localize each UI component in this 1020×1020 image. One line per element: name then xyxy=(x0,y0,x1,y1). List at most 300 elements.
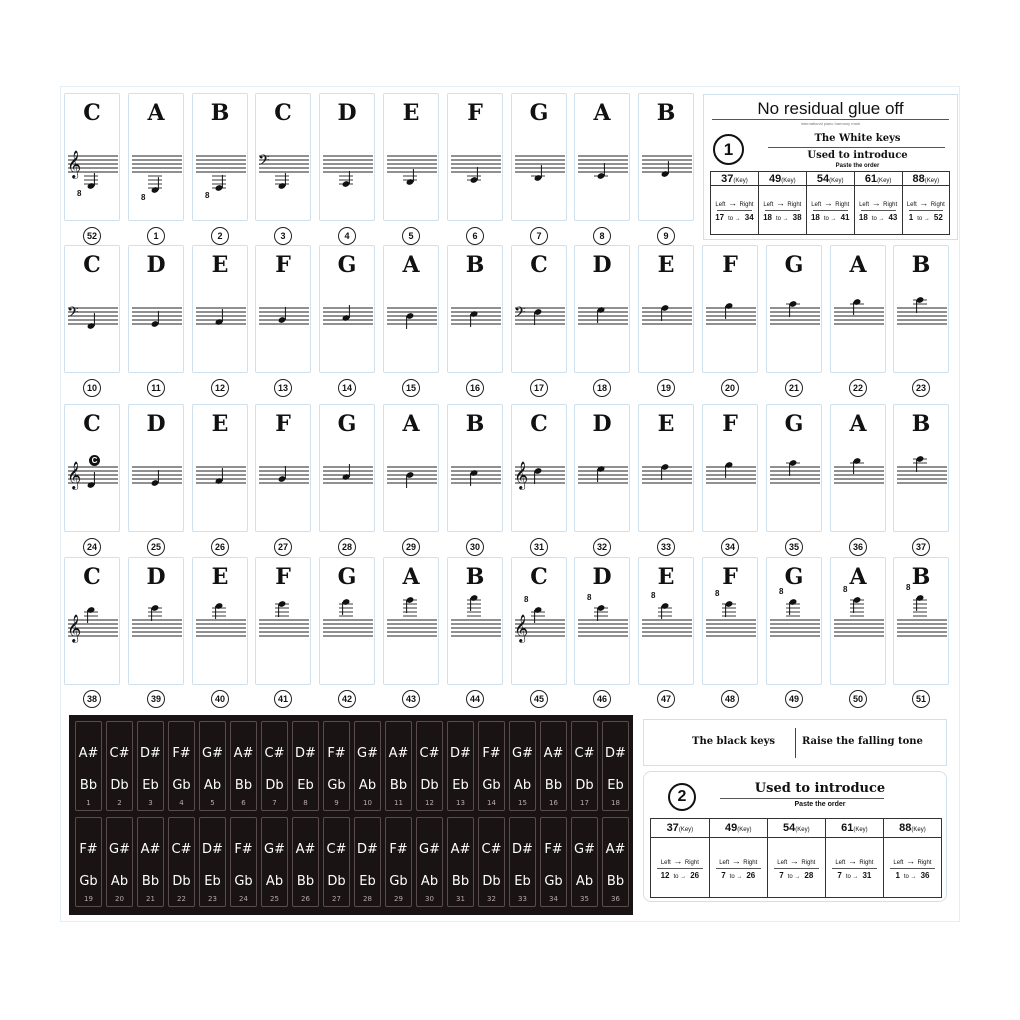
sharp-label: A# xyxy=(233,746,254,761)
left-label: Left xyxy=(719,859,730,866)
sharp-label: G# xyxy=(512,746,533,761)
black-key-index: 32 xyxy=(487,895,496,903)
music-staff xyxy=(639,94,695,222)
black-key-index: 5 xyxy=(210,799,215,807)
white-key-card xyxy=(702,404,758,532)
range-start: 7 xyxy=(779,870,784,880)
right-label: Right xyxy=(787,202,802,208)
note-letter: D xyxy=(146,564,166,590)
note-letter: A xyxy=(849,252,867,278)
key-count-value: 49 xyxy=(769,172,782,185)
note-letter: G xyxy=(337,252,357,278)
ottava-mark: 8 xyxy=(843,585,848,594)
sharp-label: A# xyxy=(140,842,161,857)
music-staff xyxy=(65,405,121,533)
key-number-badge: 18 xyxy=(593,379,611,397)
range-start: 7 xyxy=(721,870,726,880)
key-number-badge: 27 xyxy=(274,538,292,556)
key-count-cell xyxy=(902,172,949,186)
music-staff xyxy=(384,246,440,374)
key-number-badge: 14 xyxy=(338,379,356,397)
music-staff xyxy=(767,405,823,533)
key-number-badge: 5 xyxy=(402,227,420,245)
note-letter: G xyxy=(784,564,804,590)
range-end: 52 xyxy=(933,213,943,222)
black-key-index: 16 xyxy=(549,799,558,807)
black-key-index: 7 xyxy=(272,799,277,807)
black-key-sticker xyxy=(354,817,381,907)
arrow-right-icon: → xyxy=(916,198,931,208)
range-to: to → xyxy=(729,873,743,880)
flat-label: Ab xyxy=(265,874,284,889)
white-key-card xyxy=(830,557,886,685)
key-count-unit: (Key) xyxy=(924,177,940,184)
key-number-badge: 15 xyxy=(402,379,420,397)
range-end: 43 xyxy=(888,213,898,222)
white-key-card xyxy=(319,404,375,532)
music-staff xyxy=(384,94,440,222)
white-key-card xyxy=(319,557,375,685)
black-key-index: 33 xyxy=(518,895,527,903)
cell-divider xyxy=(774,868,819,869)
key-count-cell xyxy=(806,172,854,186)
black-keys-label-panel xyxy=(643,719,947,766)
white-key-card xyxy=(830,404,886,532)
key-number-badge: 26 xyxy=(211,538,229,556)
white-key-card xyxy=(192,245,248,373)
note-letter: E xyxy=(657,564,675,590)
key-count-table-2 xyxy=(650,818,942,898)
note-letter: E xyxy=(211,564,229,590)
black-key-sticker xyxy=(509,817,536,907)
music-staff xyxy=(894,558,950,686)
flat-label: Eb xyxy=(514,874,531,889)
black-key-index: 27 xyxy=(332,895,341,903)
arrow-right-icon: → xyxy=(821,198,836,208)
note-letter: G xyxy=(784,252,804,278)
note-letter: D xyxy=(592,564,612,590)
left-right-hint xyxy=(759,198,806,208)
sharp-label: G# xyxy=(109,842,130,857)
white-key-card xyxy=(383,404,439,532)
music-staff xyxy=(320,558,376,686)
range-start: 12 xyxy=(660,870,670,880)
note-letter: E xyxy=(211,252,229,278)
music-staff xyxy=(639,558,695,686)
key-number-badge: 17 xyxy=(530,379,548,397)
black-key-index: 17 xyxy=(580,799,589,807)
sharp-label: D# xyxy=(512,842,533,857)
black-key-index: 2 xyxy=(117,799,122,807)
flat-label: Gb xyxy=(234,874,253,889)
music-staff xyxy=(193,405,249,533)
flat-label: Db xyxy=(327,874,346,889)
white-key-card xyxy=(574,93,630,221)
key-range xyxy=(759,213,806,222)
black-keys-label: The black keys xyxy=(692,736,776,747)
arrow-right-icon: → xyxy=(670,855,685,866)
black-key-sticker xyxy=(354,721,381,811)
black-key-sticker xyxy=(168,721,195,811)
flat-label: Bb xyxy=(234,778,253,793)
cell-divider xyxy=(813,210,848,211)
flat-label: Db xyxy=(172,874,191,889)
key-count-value: 88 xyxy=(912,172,925,185)
flat-label: Bb xyxy=(544,778,563,793)
treble-clef-icon: 𝄞 xyxy=(67,614,82,642)
note-letter: A xyxy=(593,100,611,126)
black-key-index: 22 xyxy=(177,895,186,903)
key-range xyxy=(710,871,767,880)
sharp-label: F# xyxy=(327,746,346,761)
black-key-sticker xyxy=(106,721,133,811)
ottava-mark: 8 xyxy=(651,591,656,600)
middle-c-marker-icon: C xyxy=(89,455,100,466)
note-letter: D xyxy=(592,252,612,278)
white-key-card xyxy=(830,245,886,373)
key-number-badge: 24 xyxy=(83,538,101,556)
black-key-sticker xyxy=(540,817,567,907)
key-number-badge: 43 xyxy=(402,690,420,708)
black-key-index: 24 xyxy=(239,895,248,903)
range-end: 26 xyxy=(746,870,756,880)
ottava-mark: 8 xyxy=(524,595,529,604)
key-number-badge: 29 xyxy=(402,538,420,556)
black-key-sticker xyxy=(447,817,474,907)
white-key-card xyxy=(893,557,949,685)
flat-label: Ab xyxy=(420,874,439,889)
key-count-value: 54 xyxy=(816,172,830,185)
left-label: Left xyxy=(715,202,726,208)
note-letter: A xyxy=(849,411,867,437)
key-number-badge: 33 xyxy=(657,538,675,556)
right-label: Right xyxy=(917,859,932,866)
black-key-sticker xyxy=(416,817,443,907)
key-number-badge: 49 xyxy=(785,690,803,708)
white-key-card xyxy=(766,404,822,532)
key-count-cell xyxy=(767,819,825,838)
flat-label: Ab xyxy=(203,778,222,793)
white-key-card xyxy=(638,93,694,221)
black-key-index: 15 xyxy=(518,799,527,807)
note-letter: C xyxy=(530,411,548,437)
ottava-mark: 8 xyxy=(205,191,210,200)
left-label: Left xyxy=(777,859,788,866)
white-key-card xyxy=(255,93,311,221)
flat-label: Bb xyxy=(451,874,470,889)
key-count-cell xyxy=(854,172,902,186)
key-number-badge: 12 xyxy=(211,379,229,397)
white-key-card xyxy=(383,93,439,221)
black-key-index: 13 xyxy=(456,799,465,807)
key-count-unit: (Key) xyxy=(678,827,694,833)
key-range xyxy=(884,871,941,880)
order-cell xyxy=(825,838,883,898)
music-staff xyxy=(320,405,376,533)
sharp-label: A# xyxy=(605,842,626,857)
white-key-card xyxy=(766,245,822,373)
flat-label: Db xyxy=(420,778,439,793)
white-key-card xyxy=(893,404,949,532)
right-label: Right xyxy=(739,202,754,208)
range-to: to → xyxy=(903,873,917,880)
music-staff xyxy=(129,94,185,222)
right-label: Right xyxy=(743,859,758,866)
white-key-card xyxy=(319,245,375,373)
arrow-right-icon: → xyxy=(773,198,788,208)
note-letter: E xyxy=(211,411,229,437)
black-key-sticker xyxy=(292,817,319,907)
white-key-card xyxy=(702,557,758,685)
key-count-value: 61 xyxy=(841,822,854,834)
sharp-label: F# xyxy=(234,842,253,857)
note-letter: E xyxy=(657,411,675,437)
key-number-badge: 11 xyxy=(147,379,165,397)
music-staff xyxy=(831,246,887,374)
music-staff xyxy=(129,405,185,533)
flat-label: Bb xyxy=(79,778,98,793)
intro-panel-2 xyxy=(643,771,947,902)
note-letter: E xyxy=(402,100,420,126)
music-staff xyxy=(320,94,376,222)
key-count-unit: (Key) xyxy=(795,827,810,833)
black-key-sticker xyxy=(447,721,474,811)
sharp-label: C# xyxy=(326,842,347,857)
flat-label: Eb xyxy=(607,778,624,793)
cell-divider xyxy=(765,210,800,211)
white-key-card xyxy=(192,404,248,532)
note-letter: G xyxy=(529,100,549,126)
black-key-index: 23 xyxy=(208,895,217,903)
music-staff xyxy=(575,94,631,222)
key-count-value: 61 xyxy=(864,172,878,185)
flat-label: Eb xyxy=(142,778,159,793)
key-count-unit: (Key) xyxy=(911,827,926,833)
white-key-card xyxy=(447,245,503,373)
black-key-sticker xyxy=(323,817,350,907)
sharp-label: A# xyxy=(78,746,99,761)
right-label: Right xyxy=(930,202,945,208)
range-to: to → xyxy=(673,873,687,880)
music-staff xyxy=(448,405,504,533)
key-count-cell xyxy=(711,172,759,186)
black-key-index: 21 xyxy=(146,895,155,903)
arrow-right-icon: → xyxy=(903,855,918,866)
key-number-badge: 19 xyxy=(657,379,675,397)
black-key-index: 20 xyxy=(115,895,124,903)
sharp-label: A# xyxy=(450,842,471,857)
range-end: 31 xyxy=(862,870,872,880)
note-letter: C xyxy=(274,100,292,126)
music-staff xyxy=(639,246,695,374)
black-key-sticker xyxy=(230,721,257,811)
key-number-badge: 7 xyxy=(530,227,548,245)
bass-clef-icon: 𝄢 xyxy=(258,152,270,173)
flat-label: Db xyxy=(110,778,129,793)
white-key-card xyxy=(447,557,503,685)
bass-clef-icon: 𝄢 xyxy=(514,304,526,325)
flat-label: Bb xyxy=(389,778,408,793)
white-key-card xyxy=(383,245,439,373)
range-to: to → xyxy=(845,873,859,880)
black-key-sticker xyxy=(137,817,164,907)
black-key-sticker xyxy=(75,817,102,907)
key-number-badge: 51 xyxy=(912,690,930,708)
flat-label: Ab xyxy=(358,778,377,793)
flat-label: Db xyxy=(575,778,594,793)
ottava-mark: 8 xyxy=(141,193,146,202)
key-number-badge: 40 xyxy=(211,690,229,708)
range-to: to → xyxy=(728,216,741,222)
used-to-introduce-1: Used to introduce xyxy=(807,150,908,161)
sharp-label: C# xyxy=(171,842,192,857)
key-count-table-1 xyxy=(710,171,950,235)
key-count-unit: (Key) xyxy=(733,177,748,184)
black-key-index: 29 xyxy=(394,895,403,903)
key-count-value: 37 xyxy=(666,822,679,834)
note-letter: B xyxy=(911,252,931,278)
range-to: to → xyxy=(823,216,837,222)
key-number-badge: 34 xyxy=(721,538,739,556)
cell-divider xyxy=(717,210,752,211)
black-key-index: 34 xyxy=(549,895,558,903)
left-right-hint xyxy=(710,856,767,866)
black-key-index: 9 xyxy=(334,799,339,807)
flat-label: Gb xyxy=(482,778,501,793)
sharp-label: D# xyxy=(202,842,223,857)
range-to: to → xyxy=(776,216,789,222)
key-count-cell xyxy=(651,819,710,838)
white-key-card xyxy=(766,557,822,685)
white-key-card xyxy=(447,404,503,532)
order-cell xyxy=(767,838,825,898)
white-keys-heading: The White keys xyxy=(814,133,901,144)
key-count-cell xyxy=(709,819,767,838)
note-letter: B xyxy=(656,100,676,126)
music-staff xyxy=(129,246,185,374)
key-number-badge: 16 xyxy=(466,379,484,397)
right-label: Right xyxy=(684,859,699,866)
black-key-index: 1 xyxy=(86,799,91,807)
flat-label: Db xyxy=(482,874,501,889)
sharp-label: A# xyxy=(295,842,316,857)
cell-divider xyxy=(861,210,896,211)
title-panel xyxy=(703,94,958,240)
treble-clef-icon: 𝄞 xyxy=(514,461,529,489)
music-staff xyxy=(512,94,568,222)
black-key-index: 10 xyxy=(363,799,372,807)
note-letter: B xyxy=(465,252,485,278)
left-label: Left xyxy=(835,859,846,866)
white-key-card xyxy=(574,557,630,685)
black-key-sticker xyxy=(478,817,505,907)
cell-divider xyxy=(890,868,935,869)
treble-clef-icon: 𝄞 xyxy=(514,614,529,642)
black-key-sticker xyxy=(292,721,319,811)
black-key-sticker xyxy=(509,721,536,811)
white-key-card xyxy=(574,245,630,373)
white-key-card xyxy=(128,557,184,685)
key-number-badge: 8 xyxy=(593,227,611,245)
black-key-sticker xyxy=(385,817,412,907)
white-key-card xyxy=(574,404,630,532)
black-key-sticker xyxy=(602,721,629,811)
white-key-card xyxy=(893,245,949,373)
note-letter: F xyxy=(722,252,738,278)
key-number-badge: 3 xyxy=(274,227,292,245)
left-right-hint xyxy=(826,856,883,866)
key-number-badge: 22 xyxy=(849,379,867,397)
music-staff xyxy=(129,558,185,686)
sharp-label: G# xyxy=(202,746,223,761)
arrow-right-icon: → xyxy=(869,198,884,208)
right-label: Right xyxy=(883,202,898,208)
music-staff xyxy=(448,558,504,686)
key-count-value: 37 xyxy=(721,172,734,185)
left-right-hint xyxy=(711,198,758,208)
music-staff xyxy=(256,246,312,374)
left-right-hint xyxy=(651,856,709,866)
key-number-badge: 48 xyxy=(721,690,739,708)
black-key-index: 4 xyxy=(179,799,184,807)
music-staff xyxy=(703,246,759,374)
black-key-sticker xyxy=(106,817,133,907)
black-key-index: 6 xyxy=(241,799,246,807)
white-key-card xyxy=(638,557,694,685)
key-number-badge: 41 xyxy=(274,690,292,708)
used-to-introduce-2: Used to introduce xyxy=(754,781,886,796)
ottava-mark: 8 xyxy=(587,593,592,602)
cell-divider xyxy=(832,868,877,869)
black-key-index: 36 xyxy=(611,895,620,903)
left-right-hint xyxy=(903,198,949,208)
sharp-label: G# xyxy=(574,842,595,857)
right-label: Right xyxy=(859,859,874,866)
flat-label: Ab xyxy=(513,778,532,793)
arrow-right-icon: → xyxy=(845,855,860,866)
music-staff xyxy=(384,405,440,533)
black-key-index: 11 xyxy=(394,799,403,807)
key-number-badge: 42 xyxy=(338,690,356,708)
left-label: Left xyxy=(859,202,870,208)
range-to: to → xyxy=(917,216,930,222)
key-count-unit: (Key) xyxy=(737,827,752,833)
paste-order-2: Paste the order xyxy=(794,801,846,808)
key-number-badge: 28 xyxy=(338,538,356,556)
note-letter: A xyxy=(402,411,420,437)
range-start: 18 xyxy=(858,213,868,222)
music-staff xyxy=(65,558,121,686)
arrow-right-icon: → xyxy=(787,855,802,866)
note-letter: B xyxy=(210,100,230,126)
range-end: 28 xyxy=(804,870,814,880)
key-number-badge: 6 xyxy=(466,227,484,245)
flat-label: Bb xyxy=(606,874,625,889)
black-key-index: 18 xyxy=(611,799,620,807)
white-key-card xyxy=(447,93,503,221)
note-letter: C xyxy=(83,100,101,126)
key-number-badge: 9 xyxy=(657,227,675,245)
music-staff xyxy=(65,94,121,222)
black-key-sticker xyxy=(602,817,629,907)
music-staff xyxy=(575,405,631,533)
key-count-cell xyxy=(825,819,883,838)
music-staff xyxy=(831,405,887,533)
key-number-badge: 38 xyxy=(83,690,101,708)
left-label: Left xyxy=(763,202,774,208)
white-key-card xyxy=(128,93,184,221)
flat-label: Bb xyxy=(141,874,160,889)
